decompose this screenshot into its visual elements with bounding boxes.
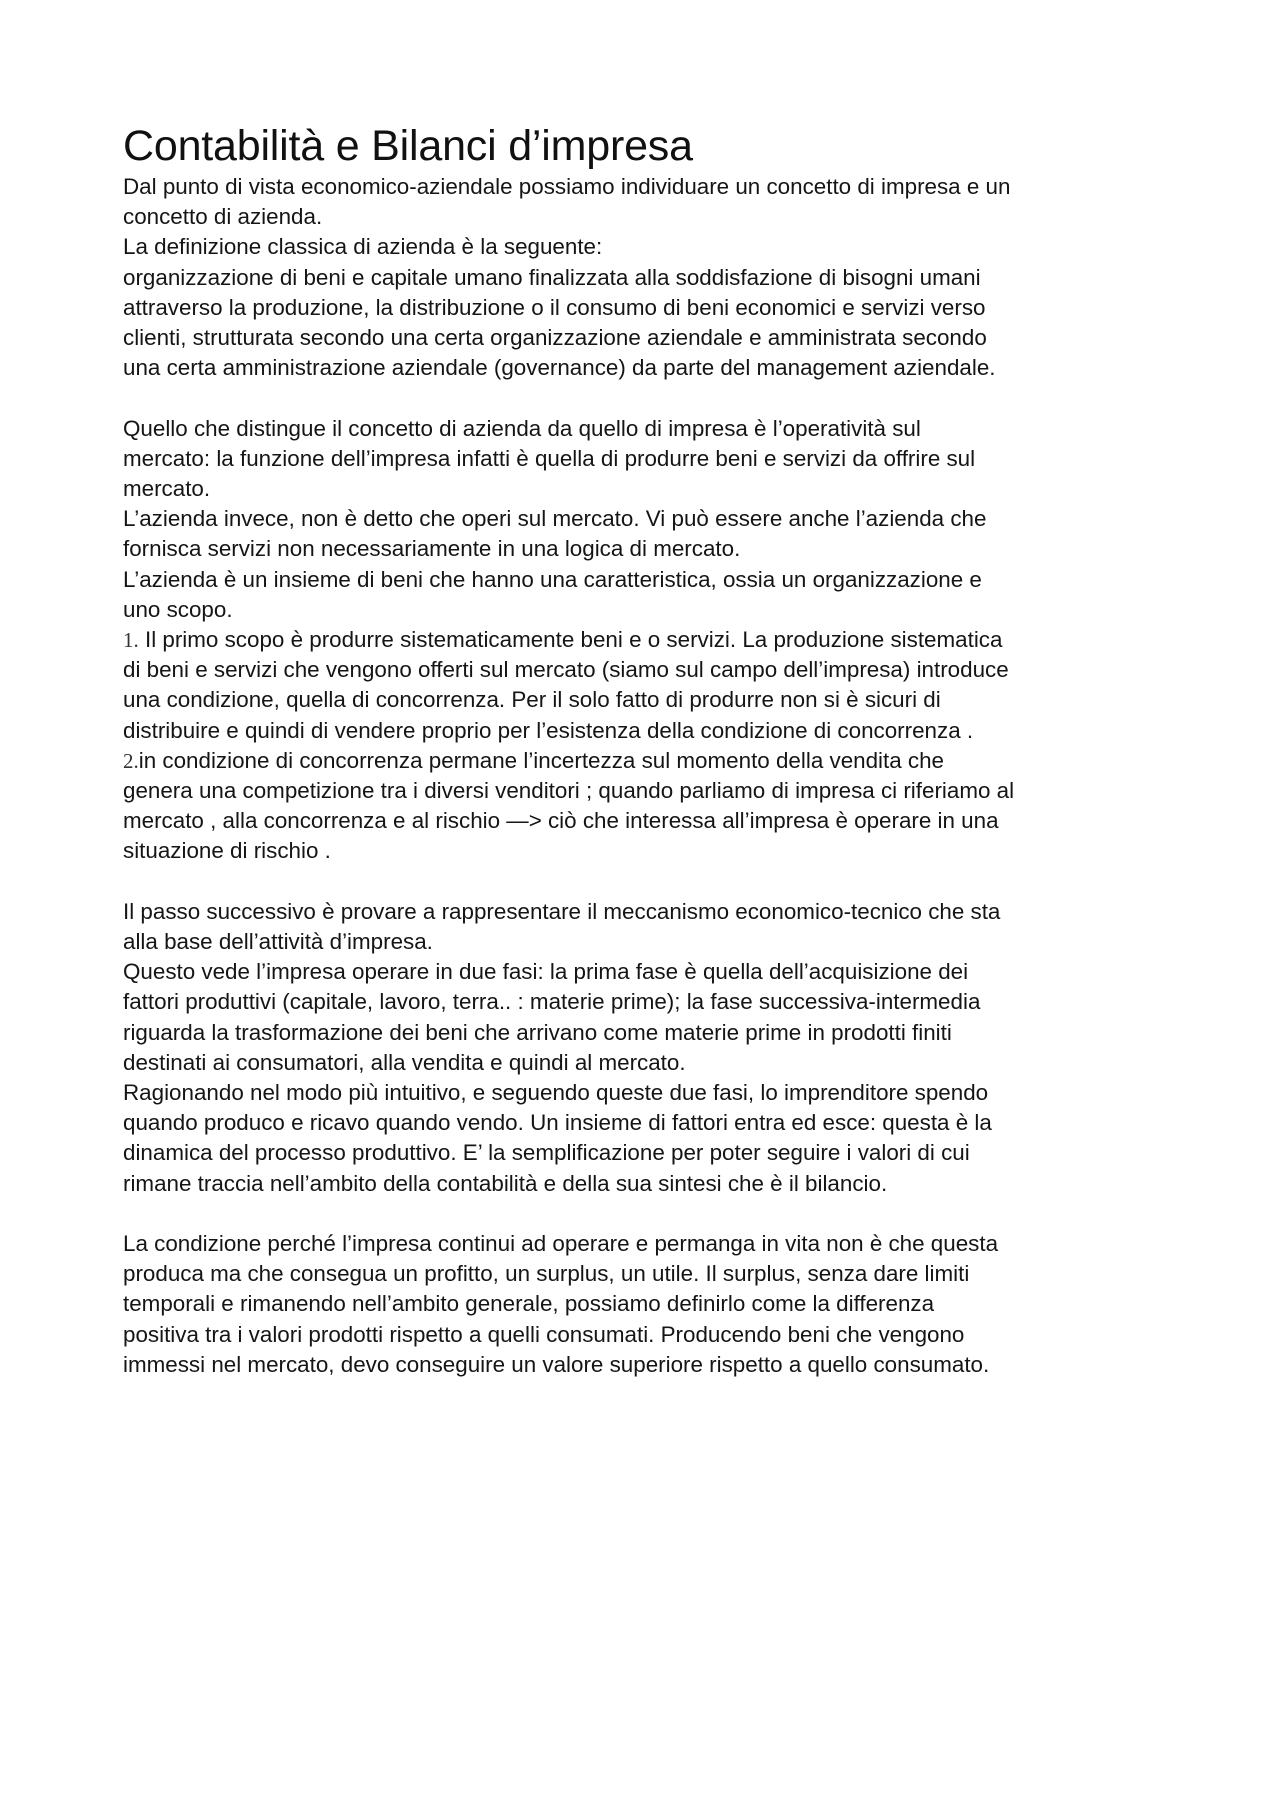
text-line: attraverso la produzione, la distribuzione o il consumo di beni economici e servizi verso: [123, 294, 986, 320]
text-line: L’azienda è un insieme di beni che hanno una caratteristica, ossia un organizzazione e: [123, 566, 982, 592]
list-item-2-line: [123, 746, 1183, 776]
paragraph-2: [123, 414, 1183, 867]
text-line: Quello che distingue il concetto di azienda da quello di impresa è l’operatività sul: [123, 415, 921, 441]
page-title: Contabilità e Bilanci d’impresa: [123, 122, 693, 170]
text-line: di beni e servizi che vengono offerti sul mercato (siamo sul campo dell’impresa) introduce: [123, 657, 1009, 683]
text-line: dinamica del processo produttivo. E’ la semplificazione per poter seguire i valori di cui: [123, 1140, 970, 1166]
text-line: Ragionando nel modo più intuitivo, e seguendo queste due fasi, lo imprenditore spendo: [123, 1080, 989, 1106]
list-number: 2.: [123, 748, 139, 773]
paragraph-3: [123, 897, 1183, 1199]
text-line: L’azienda invece, non è detto che operi sul mercato. Vi può essere anche l’azienda che: [123, 506, 987, 532]
text-line: situazione di rischio .: [123, 838, 331, 864]
text-line: destinati ai consumatori, alla vendita e quindi al mercato.: [123, 1049, 686, 1075]
text-line: clienti, strutturata secondo una certa organizzazione aziendale e amministrata secondo: [123, 325, 987, 351]
text-line: genera una competizione tra i diversi venditori ; quando parliamo di impresa ci riferiamo al: [123, 778, 1015, 804]
list-item-text: in condizione di concorrenza permane l’incertezza sul momento della vendita che: [138, 747, 945, 773]
paragraph-spacer: [123, 867, 1183, 897]
text-line: mercato.: [123, 476, 211, 502]
text-line: La condizione perché l’impresa continui ad operare e permanga in vita non è che questa: [123, 1231, 999, 1257]
text-line: immessi nel mercato, devo conseguire un valore superiore rispetto a quello consumato.: [123, 1351, 990, 1377]
text-line: organizzazione di beni e capitale umano finalizzata alla soddisfazione di bisogni umani: [123, 264, 981, 290]
text-line: Dal punto di vista economico-aziendale possiamo individuare un concetto di impresa e un: [123, 174, 1011, 199]
text-line: temporali e rimanendo nell’ambito generale, possiamo definirlo come la differenza: [123, 1291, 935, 1317]
text-line: concetto di azienda.: [123, 204, 323, 230]
paragraph-spacer: [123, 1199, 1183, 1229]
text-line: uno scopo.: [123, 596, 233, 622]
list-item-1-line: [123, 625, 1183, 655]
text-line: La definizione classica di azienda è la seguente:: [123, 234, 603, 260]
text-line: distribuire e quindi di vendere proprio per l’esistenza della condizione di concorrenza .: [123, 717, 974, 743]
text-line: rimane traccia nell’ambito della contabilità e della sua sintesi che è il bilancio.: [123, 1170, 888, 1196]
text-line: una certa amministrazione aziendale (governance) da parte del management aziendale.: [123, 355, 996, 381]
text-line: riguarda la trasformazione dei beni che arrivano come materie prime in prodotti finiti: [123, 1019, 952, 1045]
list-number: 1.: [123, 628, 139, 653]
text-line: fattori produttivi (capitale, lavoro, terra.. : materie prime); la fase successiva-intermedia: [123, 989, 981, 1015]
text-line: produca ma che consegua un profitto, un surplus, un utile. Il surplus, senza dare limiti: [123, 1261, 970, 1287]
text-line: quando produco e ricavo quando vendo. Un insieme di fattori entra ed esce: questa è la: [123, 1110, 992, 1136]
text-line: mercato , alla concorrenza e al rischio —> ciò che interessa all’impresa è operare in una: [123, 808, 999, 834]
text-line: una condizione, quella di concorrenza. Per il solo fatto di produrre non si è sicuri di: [123, 687, 941, 713]
text-line: fornisca servizi non necessariamente in una logica di mercato.: [123, 536, 741, 562]
list-item-text: Il primo scopo è produrre sistematicamente beni e o servizi. La produzione sistematica: [138, 627, 1003, 653]
paragraph-1: [123, 172, 1183, 383]
text-line: Il passo successivo è provare a rappresentare il meccanismo economico-tecnico che sta: [123, 898, 1001, 924]
text-line: mercato: la funzione dell’impresa infatti è quella di produrre beni e servizi da offrire sul: [123, 445, 976, 471]
paragraph-spacer: [123, 383, 1183, 413]
document-page: [123, 120, 1183, 1380]
text-line: positiva tra i valori prodotti rispetto a quelli consumati. Producendo beni che vengono: [123, 1321, 965, 1347]
text-line: alla base dell’attività d’impresa.: [123, 929, 433, 955]
text-line: Questo vede l’impresa operare in due fasi: la prima fase è quella dell’acquisizione dei: [123, 959, 969, 985]
paragraph-4: [123, 1229, 1183, 1380]
